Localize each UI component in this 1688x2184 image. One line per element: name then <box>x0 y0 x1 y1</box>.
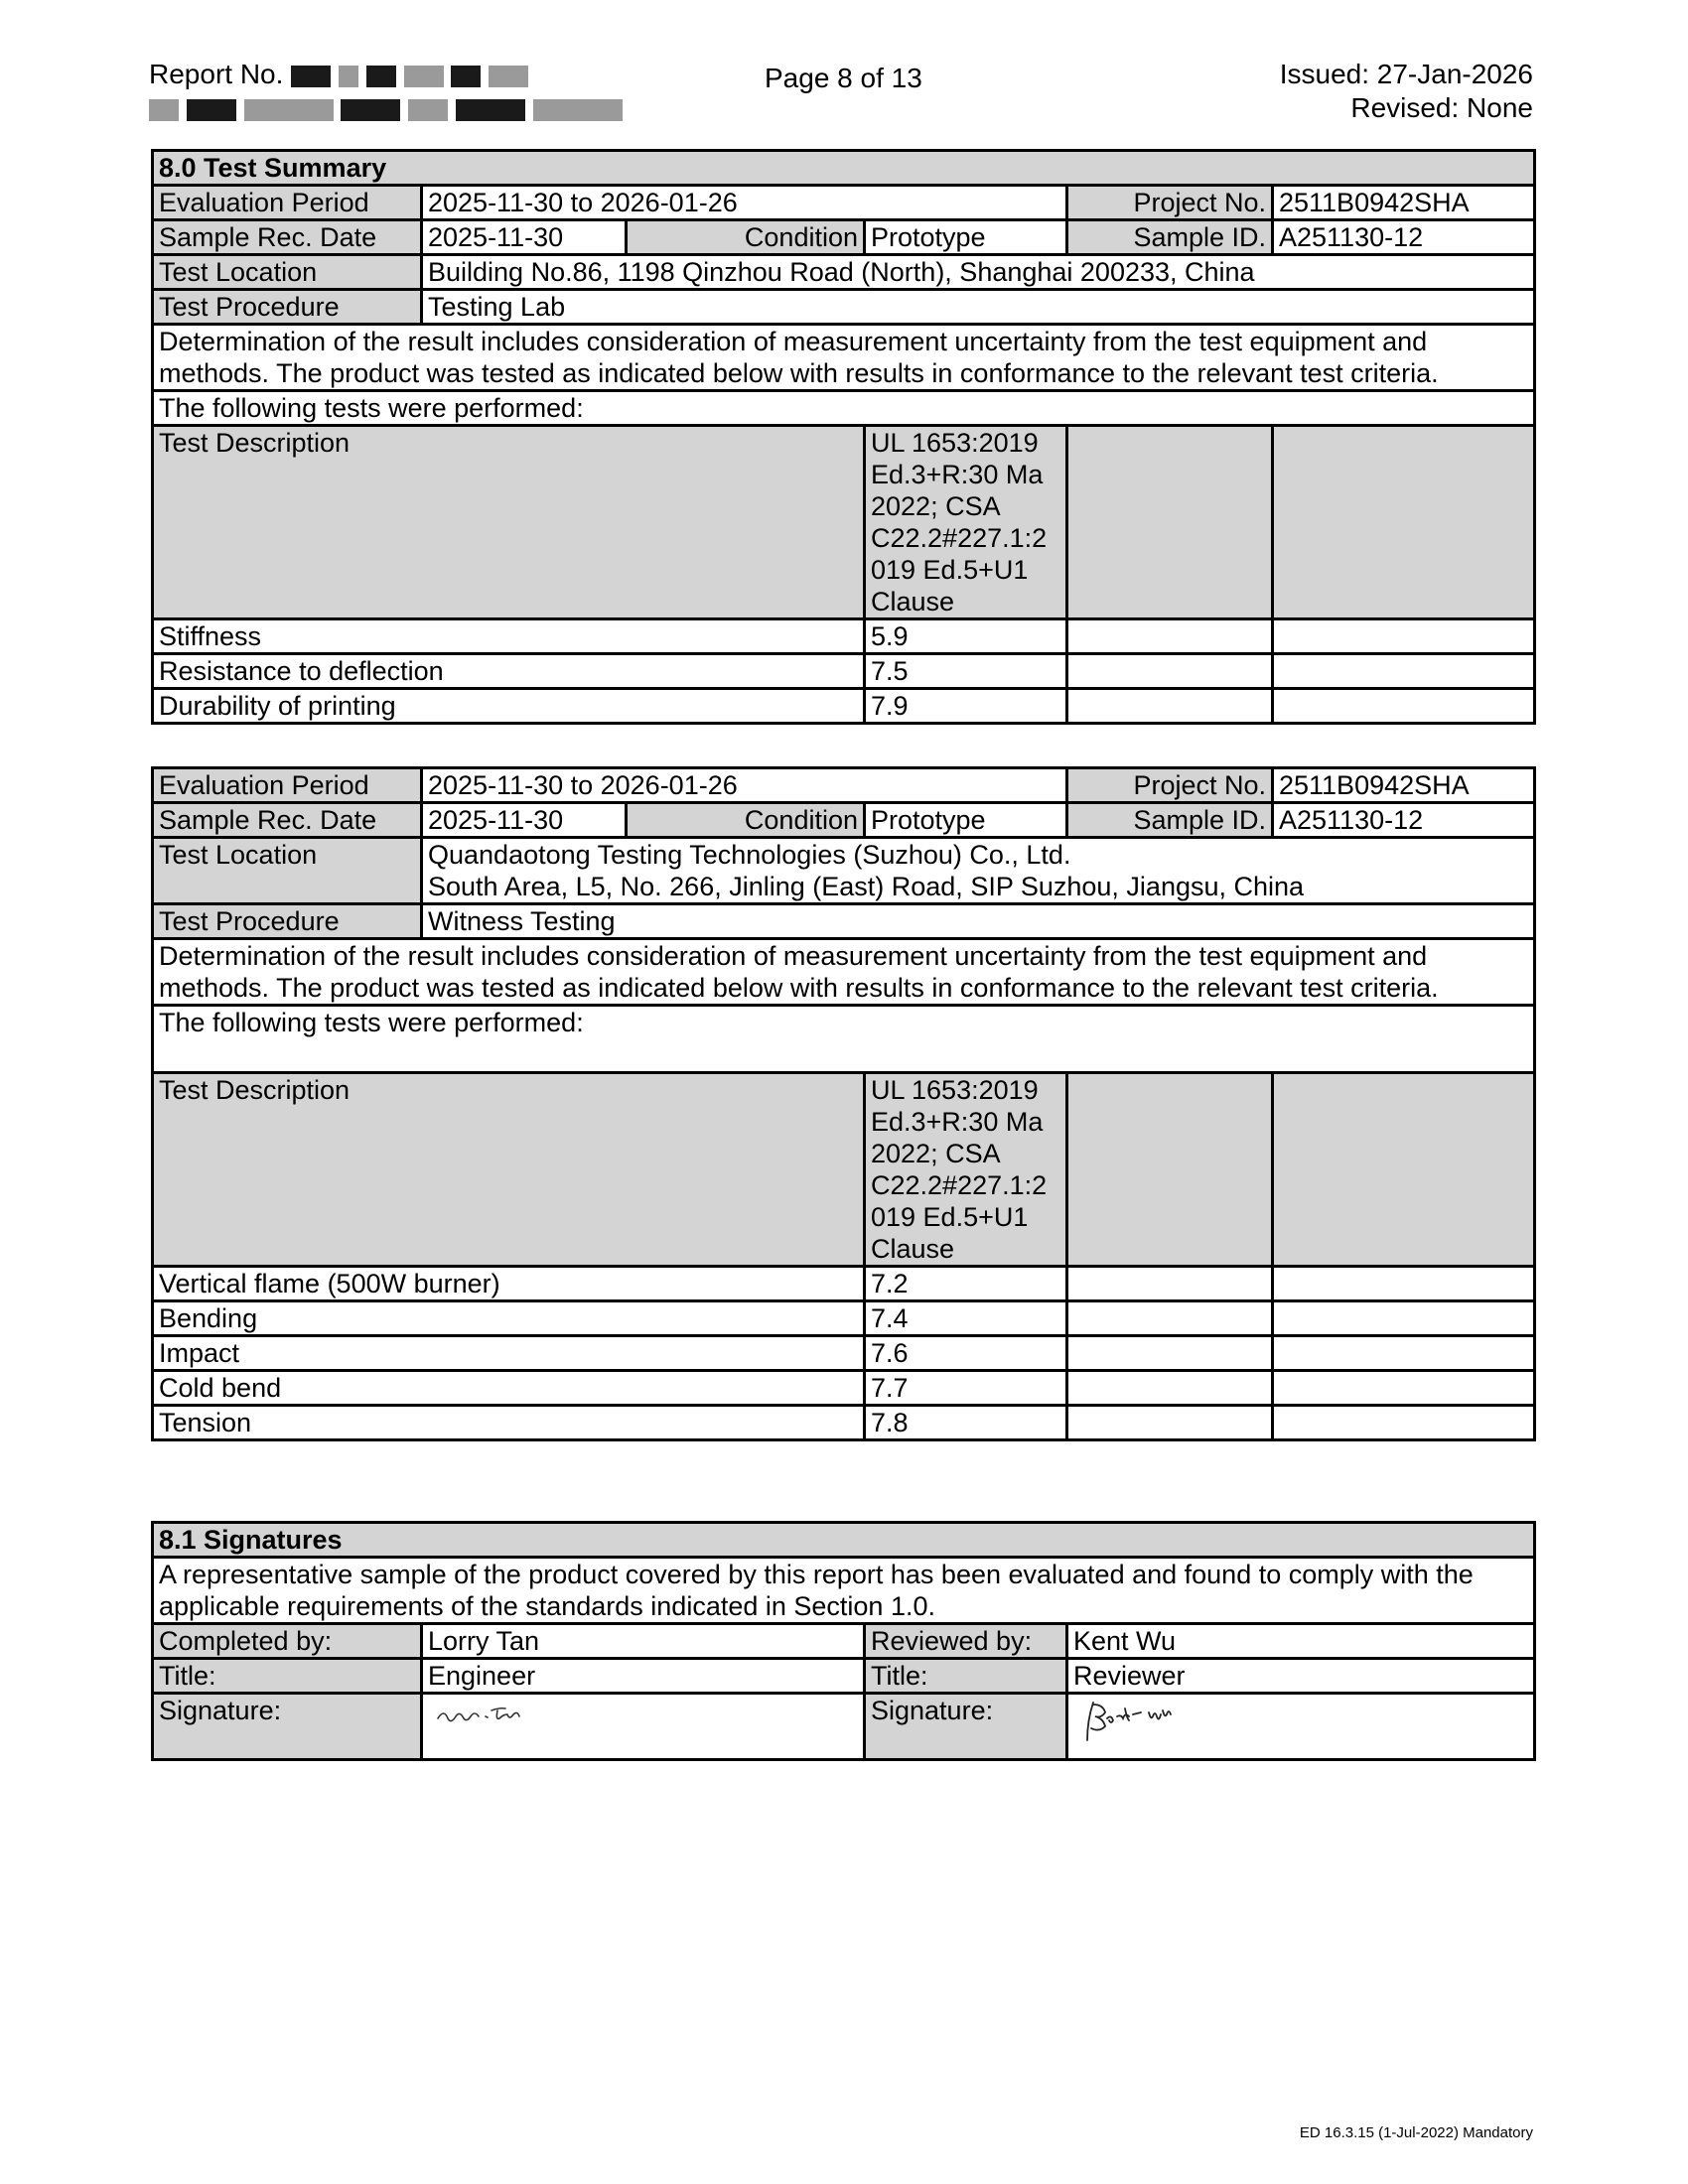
clause-header-line: Ed.3+R:30 Ma <box>871 1107 1044 1137</box>
test-procedure-label: Test Procedure <box>153 290 422 325</box>
sample-id-value: A251130-12 <box>1273 220 1535 255</box>
page-number: Page 8 of 13 <box>765 63 922 93</box>
table-row <box>153 1371 1535 1406</box>
redaction-block <box>366 66 396 87</box>
empty-header-cell <box>1273 426 1535 619</box>
sample-id-label: Sample ID. <box>1067 220 1273 255</box>
clause-header-line: Ed.3+R:30 Ma <box>871 460 1044 489</box>
redaction-block <box>456 99 525 121</box>
clause-header-line: UL 1653:2019 <box>871 428 1039 458</box>
footer-form-code: ED 16.3.15 (1-Jul-2022) Mandatory <box>1299 2124 1533 2141</box>
empty-cell <box>1273 654 1535 689</box>
clause-header-line: C22.2#227.1:2 <box>871 1170 1048 1200</box>
clause-header-line: 019 Ed.5+U1 <box>871 1202 1029 1232</box>
empty-cell <box>1273 1406 1535 1440</box>
redaction-block <box>404 66 444 87</box>
evaluation-period-value: 2025-11-30 to 2026-01-26 <box>422 186 1067 220</box>
following-tests-label: The following tests were performed: <box>153 1006 1535 1073</box>
empty-cell <box>1273 689 1535 724</box>
empty-header-cell <box>1273 1073 1535 1267</box>
sample-rec-date-label: Sample Rec. Date <box>153 220 422 255</box>
empty-cell <box>1067 1301 1273 1336</box>
empty-cell <box>1067 619 1273 654</box>
project-no-value: 2511B0942SHA <box>1273 768 1535 803</box>
empty-cell <box>1067 1406 1273 1440</box>
test-clause: 7.6 <box>865 1336 1067 1371</box>
redaction-block <box>489 66 528 87</box>
test-clause: 7.4 <box>865 1301 1067 1336</box>
sample-rec-date-value: 2025-11-30 <box>422 220 627 255</box>
sample-id-value: A251130-12 <box>1273 803 1535 838</box>
redaction-block <box>187 99 236 121</box>
empty-cell <box>1273 1371 1535 1406</box>
sample-rec-date-value: 2025-11-30 <box>422 803 627 838</box>
empty-cell <box>1273 1267 1535 1301</box>
test-name: Resistance to deflection <box>153 654 865 689</box>
empty-header-cell <box>1067 1073 1273 1267</box>
completed-title-value: Engineer <box>422 1659 865 1694</box>
test-name: Bending <box>153 1301 865 1336</box>
completed-by-label: Completed by: <box>153 1624 422 1659</box>
test-procedure-value: Witness Testing <box>422 904 1535 939</box>
title-label: Title: <box>865 1659 1067 1694</box>
test-clause: 7.5 <box>865 654 1067 689</box>
compliance-statement <box>153 1558 1535 1624</box>
test-name: Vertical flame (500W burner) <box>153 1267 865 1301</box>
test-location-label: Test Location <box>153 838 422 904</box>
redaction-block <box>339 66 358 87</box>
test-clause: 7.9 <box>865 689 1067 724</box>
clause-header-line: 019 Ed.5+U1 <box>871 555 1029 585</box>
empty-cell <box>1067 1336 1273 1371</box>
table-row <box>153 1336 1535 1371</box>
test-description-header: Test Description <box>153 1073 865 1267</box>
reviewed-by-value: Kent Wu <box>1067 1624 1535 1659</box>
empty-cell <box>1067 689 1273 724</box>
test-name: Stiffness <box>153 619 865 654</box>
determination-statement <box>153 325 1535 391</box>
sample-id-label: Sample ID. <box>1067 803 1273 838</box>
test-location-line-1: Quandaotong Testing Technologies (Suzhou) Co., Ltd. <box>428 840 1071 870</box>
report-number <box>149 58 528 91</box>
table-row <box>153 1267 1535 1301</box>
title-label: Title: <box>153 1659 422 1694</box>
clause-header-line: 2022; CSA <box>871 491 1001 521</box>
test-procedure-label: Test Procedure <box>153 904 422 939</box>
evaluation-period-label: Evaluation Period <box>153 768 422 803</box>
redaction-block <box>291 66 331 87</box>
clause-header-line: Clause <box>871 587 955 616</box>
signature-label: Signature: <box>153 1694 422 1760</box>
clause-header <box>865 426 1067 619</box>
completed-signature <box>422 1694 865 1760</box>
table-row <box>153 619 1535 654</box>
section-title: 8.0 Test Summary <box>153 151 1535 186</box>
sample-rec-date-label: Sample Rec. Date <box>153 803 422 838</box>
clause-header-line: 2022; CSA <box>871 1139 1001 1168</box>
table-row <box>153 689 1535 724</box>
reviewed-by-label: Reviewed by: <box>865 1624 1067 1659</box>
signatures-table <box>151 1521 1536 1761</box>
table-row <box>153 654 1535 689</box>
empty-cell <box>1067 654 1273 689</box>
issued-date: Issued: 27-Jan-2026 <box>1279 59 1533 89</box>
redaction-block <box>533 99 623 121</box>
test-clause: 7.8 <box>865 1406 1067 1440</box>
test-clause: 7.7 <box>865 1371 1067 1406</box>
condition-value: Prototype <box>865 220 1067 255</box>
project-no-value: 2511B0942SHA <box>1273 186 1535 220</box>
evaluation-period-value: 2025-11-30 to 2026-01-26 <box>422 768 1067 803</box>
test-name: Cold bend <box>153 1371 865 1406</box>
determination-statement <box>153 939 1535 1006</box>
section-title: 8.1 Signatures <box>153 1523 1535 1558</box>
determination-line-2: methods. The product was tested as indicated below with results in conformance to the relevant test criteria. <box>159 973 1439 1003</box>
signature-label: Signature: <box>865 1694 1067 1760</box>
reviewed-title-value: Reviewer <box>1067 1659 1535 1694</box>
compliance-line-2: applicable requirements of the standards indicated in Section 1.0. <box>159 1591 935 1621</box>
clause-header-line: Clause <box>871 1234 955 1264</box>
determination-line-2: methods. The product was tested as indicated below with results in conformance to the relevant test criteria. <box>159 358 1439 388</box>
following-tests-label: The following tests were performed: <box>153 391 1535 426</box>
client-name-redacted <box>149 91 623 125</box>
table-row <box>153 1301 1535 1336</box>
empty-cell <box>1273 1336 1535 1371</box>
test-procedure-value: Testing Lab <box>422 290 1535 325</box>
condition-label: Condition <box>627 803 865 838</box>
test-summary-table-2 <box>151 766 1536 1441</box>
condition-value: Prototype <box>865 803 1067 838</box>
empty-cell <box>1273 1301 1535 1336</box>
determination-line-1: Determination of the result includes consideration of measurement uncertainty from the test equipment and <box>159 941 1428 971</box>
revised-date: Revised: None <box>1350 92 1533 123</box>
test-clause: 5.9 <box>865 619 1067 654</box>
project-no-label: Project No. <box>1067 186 1273 220</box>
handwritten-signature-kent <box>1073 1695 1202 1746</box>
redaction-block <box>341 99 400 121</box>
table-row <box>153 1406 1535 1440</box>
empty-header-cell <box>1067 426 1273 619</box>
report-number-label: Report No. <box>149 59 284 89</box>
condition-label: Condition <box>627 220 865 255</box>
clause-header-line: C22.2#227.1:2 <box>871 523 1048 553</box>
test-location-line-2: South Area, L5, No. 266, Jinling (East) Road, SIP Suzhou, Jiangsu, China <box>428 872 1305 901</box>
reviewed-signature <box>1067 1694 1535 1760</box>
test-name: Tension <box>153 1406 865 1440</box>
redaction-block <box>149 99 179 121</box>
redaction-block <box>244 99 334 121</box>
test-name: Impact <box>153 1336 865 1371</box>
test-description-header: Test Description <box>153 426 865 619</box>
clause-header-line: UL 1653:2019 <box>871 1075 1039 1105</box>
compliance-line-1: A representative sample of the product covered by this report has been evaluated and found to comply with the <box>159 1560 1474 1589</box>
determination-line-1: Determination of the result includes consideration of measurement uncertainty from the test equipment and <box>159 327 1428 356</box>
empty-cell <box>1273 619 1535 654</box>
redaction-block <box>408 99 448 121</box>
evaluation-period-label: Evaluation Period <box>153 186 422 220</box>
project-no-label: Project No. <box>1067 768 1273 803</box>
test-location-value <box>422 838 1535 904</box>
empty-cell <box>1067 1371 1273 1406</box>
test-location-value: Building No.86, 1198 Qinzhou Road (North), Shanghai 200233, China <box>422 255 1535 290</box>
empty-cell <box>1067 1267 1273 1301</box>
handwritten-signature-lorry <box>428 1695 547 1734</box>
test-summary-table-1 <box>151 149 1536 725</box>
test-name: Durability of printing <box>153 689 865 724</box>
completed-by-value: Lorry Tan <box>422 1624 865 1659</box>
test-clause: 7.2 <box>865 1267 1067 1301</box>
clause-header <box>865 1073 1067 1267</box>
redaction-block <box>451 66 481 87</box>
test-location-label: Test Location <box>153 255 422 290</box>
